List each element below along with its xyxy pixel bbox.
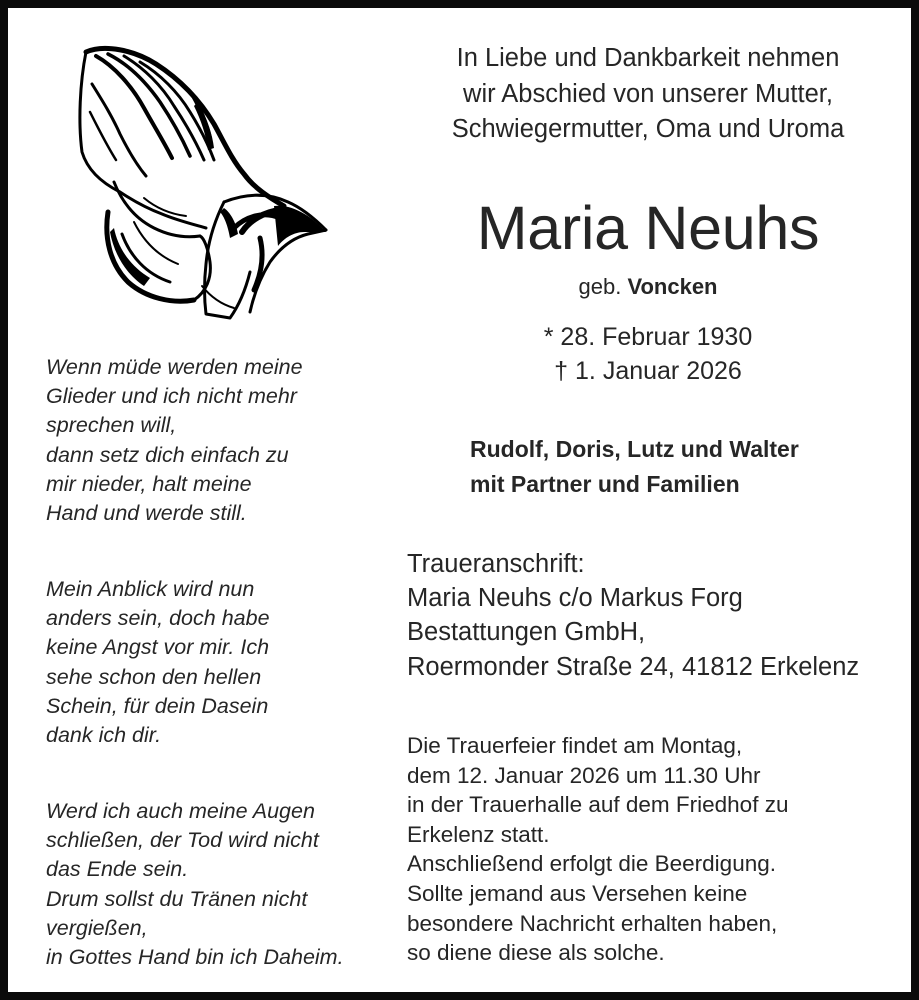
poem-line: Mein Anblick wird nun: [46, 577, 255, 601]
address-line: Roermonder Straße 24, 41812 Erkelenz: [407, 652, 860, 681]
notice-line: besondere Nachricht erhalten haben,: [407, 910, 778, 936]
poem-stanza: [46, 575, 270, 750]
address-line: Bestattungen GmbH,: [407, 618, 646, 647]
notice-line: Anschließend erfolgt die Beerdigung.: [407, 851, 776, 877]
poem-line: in Gottes Hand bin ich Daheim.: [46, 945, 344, 970]
poem-line: vergießen,: [46, 915, 148, 940]
poem-line: Drum sollst du Tränen nicht: [46, 886, 308, 911]
intro-text: [418, 41, 878, 148]
poem-line: sehe schon den hellen: [46, 664, 262, 689]
death-date: † 1. Januar 2026: [554, 357, 742, 385]
poem-line: keine Angst vor mir. Ich: [46, 635, 270, 660]
poem-line: Wenn müde werden meine: [46, 355, 303, 379]
poem-line: anders sein, doch habe: [46, 606, 270, 631]
nee-prefix: geb.: [578, 274, 622, 299]
poem-line: Hand und werde still.: [46, 501, 247, 526]
family-line: Rudolf, Doris, Lutz und Walter: [470, 436, 799, 462]
birth-date: * 28. Februar 1930: [543, 323, 753, 351]
praying-hands-icon: [74, 42, 332, 330]
address-line: Maria Neuhs c/o Markus Forg: [407, 584, 743, 613]
maiden-name-line: [418, 272, 878, 302]
intro-line: Schwiegermutter, Oma und Uroma: [451, 115, 845, 143]
poem-line: dann setz dich einfach zu: [46, 442, 289, 467]
poem-line: mir nieder, halt meine: [46, 471, 252, 496]
intro-line: In Liebe und Dankbarkeit nehmen: [456, 44, 840, 72]
notice-line: in der Trauerhalle auf dem Friedhof zu: [407, 792, 789, 818]
poem-line: Schein, für dein Dasein: [46, 693, 269, 718]
deceased-name: Maria Neuhs: [476, 194, 820, 262]
poem-line: dank ich dir.: [46, 723, 162, 748]
family-signature: [470, 432, 799, 501]
poem-line: schließen, der Tod wird nicht: [46, 828, 319, 853]
maiden-name: Voncken: [627, 274, 718, 299]
poem-line: das Ende sein.: [46, 857, 189, 882]
poem-line: Glieder und ich nicht mehr: [46, 384, 297, 409]
notice-line: Sollte jemand aus Versehen keine: [407, 880, 748, 906]
poem-line: sprechen will,: [46, 413, 177, 438]
poem-line: Werd ich auch meine Augen: [46, 799, 315, 823]
notice-line: dem 12. Januar 2026 um 11.30 Uhr: [407, 762, 761, 788]
funeral-notice: [407, 731, 788, 968]
condolence-address: [407, 547, 859, 684]
notice-line: Die Trauerfeier findet am Montag,: [407, 733, 743, 758]
notice-line: so diene diese als solche.: [407, 940, 665, 966]
family-line: mit Partner und Familien: [470, 470, 740, 497]
address-label: Traueranschrift:: [407, 550, 585, 578]
poem-stanza: [46, 353, 303, 528]
poem-stanza: [46, 797, 344, 972]
life-dates: [418, 320, 878, 388]
notice-line: Erkelenz statt.: [407, 821, 550, 847]
intro-line: wir Abschied von unserer Mutter,: [463, 79, 833, 108]
